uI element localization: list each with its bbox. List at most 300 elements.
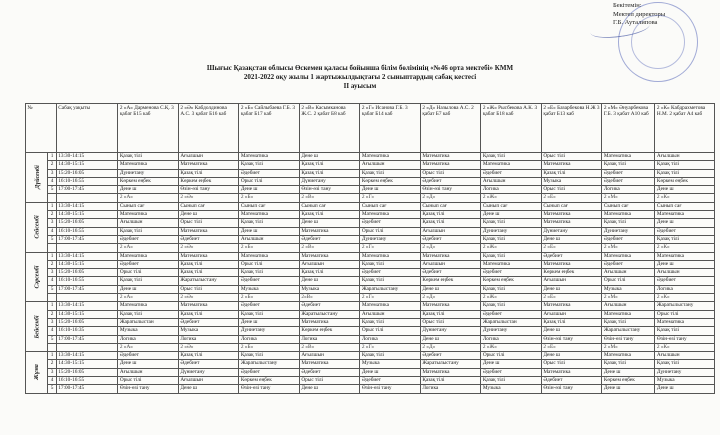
table-cell: Дүниетану xyxy=(420,327,481,335)
table-cell: 2 «Г» xyxy=(360,194,421,202)
table-cell: Әдебиет xyxy=(541,252,602,260)
table-cell: Өзін-өзі тану xyxy=(655,335,715,343)
table-cell: Әдебиет xyxy=(239,302,300,310)
table-cell: 2 «К» xyxy=(655,244,715,252)
table-cell: 2 «Г» xyxy=(360,244,421,252)
lesson-time: 14:30-15:15 xyxy=(56,360,118,368)
table-cell: Қазақ тілі xyxy=(481,285,542,293)
table-cell: 2 «Ж» xyxy=(481,343,542,351)
table-cell: Дене ш xyxy=(655,385,715,393)
table-cell: Математика xyxy=(481,260,542,268)
document-heading xyxy=(0,64,720,91)
table-cell: Ағылшын xyxy=(602,269,655,277)
lesson-time: 15:20-16:05 xyxy=(56,269,118,277)
class-label-row xyxy=(26,244,715,252)
header-class: 2 «В» Касымканова Ж.С. 2 қабат Б8 каб xyxy=(299,104,360,153)
table-cell: Математика xyxy=(299,360,360,368)
table-cell: Қазақ тілі xyxy=(420,310,481,318)
table-cell: Жаратылыстану xyxy=(420,360,481,368)
table-cell: Ағылшын xyxy=(655,269,715,277)
table-cell: Көркем еңбек xyxy=(239,377,300,385)
table-cell: Ағылшын xyxy=(541,277,602,285)
table-cell: Дүниетану xyxy=(655,368,715,376)
table-cell: Әдебиет xyxy=(420,269,481,277)
table-cell: 2 «М» xyxy=(602,194,655,202)
table-cell: Музыка xyxy=(360,360,421,368)
table-cell: Ағылшын xyxy=(420,260,481,268)
table-cell: Өзін-өзі тану xyxy=(420,186,481,194)
table-cell: Дүниетану xyxy=(481,227,542,235)
table-cell: 2 «М» xyxy=(602,343,655,351)
lesson-number: 3 xyxy=(48,169,56,177)
table-cell: Математика xyxy=(420,302,481,310)
table-cell: Музыка xyxy=(481,385,542,393)
table-row xyxy=(26,310,715,318)
day-name xyxy=(26,153,48,203)
table-cell: Ағылшын xyxy=(360,310,421,318)
table-row xyxy=(26,153,715,161)
table-cell: Қазақ тілі xyxy=(602,161,655,169)
lesson-time: 16:10-16:55 xyxy=(56,177,118,185)
lesson-time: 17:00-17:45 xyxy=(56,285,118,293)
header-class: 2 «Г» Исанова Г.Б. 3 қабат Б14 каб xyxy=(360,104,421,153)
table-row xyxy=(26,211,715,219)
table-row xyxy=(26,186,715,194)
table-cell: Әдебиет xyxy=(239,277,300,285)
table-cell: Әдебиет xyxy=(541,377,602,385)
table-cell: Ағылшын xyxy=(655,352,715,360)
table-cell: Музыка xyxy=(239,285,300,293)
table-cell: 2 «Ж» xyxy=(481,294,542,302)
table-cell: Әдебиет xyxy=(299,235,360,243)
heading-line: Шығыс Қазақстан облысы Өскемен қаласы бойынша білім бөлімінің «№46 орта мектебі» КММ xyxy=(206,64,514,72)
table-cell: Ағылшын xyxy=(118,368,179,376)
table-cell: Математика xyxy=(420,153,481,161)
table-cell: Математика xyxy=(118,302,179,310)
table-cell: Дене ш xyxy=(420,285,481,293)
table-cell: 2 «Б» xyxy=(239,194,300,202)
class-label-row xyxy=(26,294,715,302)
table-cell: Музыка xyxy=(118,327,179,335)
table-row xyxy=(26,318,715,326)
table-cell: Әдебиет xyxy=(178,235,239,243)
lesson-time: 15:20-16:05 xyxy=(56,219,118,227)
table-cell: Сынып сағ xyxy=(541,202,602,210)
table-cell: 2 «Е» xyxy=(541,343,602,351)
table-row xyxy=(26,360,715,368)
lesson-number: 3 xyxy=(48,318,56,326)
table-cell: Әдебиет xyxy=(299,302,360,310)
table-cell: Сынып сағ xyxy=(118,202,179,210)
table-cell: Қазақ тілі xyxy=(602,360,655,368)
table-cell: Математика xyxy=(602,211,655,219)
table-cell: Дене ш xyxy=(541,285,602,293)
table-cell: Қазақ тілі xyxy=(360,318,421,326)
approval-line: Бекітемін: xyxy=(613,2,642,9)
class-label-row xyxy=(26,194,715,202)
table-cell: Жаратылыстану xyxy=(299,310,360,318)
table-cell: 2 «Д» xyxy=(420,343,481,351)
table-cell: Дене ш xyxy=(178,385,239,393)
table-cell: Өзін-өзі тану xyxy=(541,385,602,393)
table-cell: Логика xyxy=(420,385,481,393)
lesson-time: 17:00-17:45 xyxy=(56,186,118,194)
table-cell: Сынып сағ xyxy=(299,202,360,210)
table-cell: Қазақ тілі xyxy=(655,235,715,243)
lesson-number: 2 xyxy=(48,211,56,219)
table-cell: Орыс тілі xyxy=(360,227,421,235)
table-cell: Математика xyxy=(541,368,602,376)
table-cell: Қазақ тілі xyxy=(118,277,179,285)
table-cell: Қазақ тілі xyxy=(420,219,481,227)
table-cell: Орыс тілі xyxy=(541,186,602,194)
approval-line: Г.Б. Ауталипова xyxy=(613,19,658,26)
table-cell: 2 «М» xyxy=(602,294,655,302)
lesson-time: 15:20-16:05 xyxy=(56,368,118,376)
table-row xyxy=(26,252,715,260)
table-cell: Әдебиет xyxy=(602,235,655,243)
table-cell: Логика xyxy=(602,186,655,194)
lesson-number: 5 xyxy=(48,285,56,293)
table-cell: Көркем еңбек xyxy=(118,177,179,185)
table-cell: Көркем еңбек xyxy=(420,277,481,285)
table-cell: Әдебиет xyxy=(602,169,655,177)
table-cell: Қазақ тілі xyxy=(602,219,655,227)
table-cell: Көркем еңбек xyxy=(655,177,715,185)
lesson-time: 16:10-16:55 xyxy=(56,277,118,285)
table-cell: Математика xyxy=(239,153,300,161)
table-cell: Математика xyxy=(602,153,655,161)
table-cell: 2 «Б» xyxy=(239,244,300,252)
table-cell: Дүниетану xyxy=(178,368,239,376)
table-cell: Әдебиет xyxy=(420,177,481,185)
lesson-number: 5 xyxy=(48,235,56,243)
lesson-number: 4 xyxy=(48,377,56,385)
table-cell: Қазақ тілі xyxy=(299,211,360,219)
table-cell: Ағылшын xyxy=(655,153,715,161)
lesson-number: 3 xyxy=(48,269,56,277)
lesson-time: 13:30-14:15 xyxy=(56,302,118,310)
table-cell: Қазақ тілі xyxy=(481,302,542,310)
table-cell: 2 «В» xyxy=(299,343,360,351)
table-cell: Сынып сағ xyxy=(655,202,715,210)
header-number: № xyxy=(26,104,57,153)
lesson-number: 5 xyxy=(48,186,56,194)
lesson-number: 1 xyxy=(48,302,56,310)
table-cell: Дене ш xyxy=(299,385,360,393)
table-cell: Қазақ тілі xyxy=(239,161,300,169)
table-cell: Дене ш xyxy=(481,360,542,368)
table-cell: Ағылшын xyxy=(299,352,360,360)
table-cell: Қазақ тілі xyxy=(360,260,421,268)
table-cell: Қазақ тілі xyxy=(541,169,602,177)
table-cell: 2 «Ә» xyxy=(178,343,239,351)
table-cell: Жаратылыстану xyxy=(178,277,239,285)
table-cell: Өзін-өзі тану xyxy=(178,186,239,194)
table-cell: Әдебиет xyxy=(602,260,655,268)
table-cell: 2 «А» xyxy=(118,343,179,351)
table-cell: Математика xyxy=(360,252,421,260)
day-name xyxy=(26,202,48,252)
table-cell: Логика xyxy=(481,335,542,343)
day-label: Бейсенбі xyxy=(34,315,41,339)
table-cell: Жаратылыстан xyxy=(118,318,179,326)
day-label: Жұма xyxy=(33,364,40,381)
table-cell: Орыс тілі xyxy=(541,360,602,368)
table-cell: Математика xyxy=(541,161,602,169)
table-cell: Дене ш xyxy=(655,219,715,227)
table-cell: Ағылшын xyxy=(239,235,300,243)
table-cell: Математика xyxy=(178,227,239,235)
table-cell: Ағылшын xyxy=(178,377,239,385)
table-cell: Орыс тілі xyxy=(602,277,655,285)
table-row xyxy=(26,169,715,177)
table-cell: Орыс тілі xyxy=(239,260,300,268)
table-cell: Дүниетану xyxy=(118,169,179,177)
table-cell: 2 «А» xyxy=(118,194,179,202)
lesson-time: 14:30-15:15 xyxy=(56,260,118,268)
table-cell: Сынып сағ xyxy=(360,202,421,210)
table-cell: Орыс тілі xyxy=(178,285,239,293)
lesson-number: 4 xyxy=(48,227,56,235)
table-cell: Қазақ тілі xyxy=(299,161,360,169)
table-cell: 2 «Б» xyxy=(239,294,300,302)
table-cell: Математика xyxy=(655,252,715,260)
header-class: 2 «К» Кабдрахметова Н.М. 2 қабат А4 каб xyxy=(655,104,715,153)
table-cell: Сынып сағ xyxy=(602,202,655,210)
table-cell: Математика xyxy=(178,302,239,310)
table-cell: Қазақ тілі xyxy=(481,219,542,227)
table-cell: Көркем еңбек xyxy=(481,277,542,285)
table-cell: 2 «М» xyxy=(602,244,655,252)
table-cell: Қазақ тілі xyxy=(239,219,300,227)
table-cell: Әдебиет xyxy=(655,277,715,285)
lesson-number: 1 xyxy=(48,252,56,260)
table-cell: Математика xyxy=(420,368,481,376)
table-cell: 2 «Е» xyxy=(541,194,602,202)
table-cell: Әдебиет xyxy=(481,310,542,318)
table-cell: Қазақ тілі xyxy=(481,235,542,243)
table-cell: Әдебиет xyxy=(178,318,239,326)
table-cell: Өзін-өзі тану xyxy=(360,385,421,393)
lesson-time: 13:30-14:15 xyxy=(56,252,118,260)
table-row xyxy=(26,368,715,376)
table-cell: 2 «Д» xyxy=(420,244,481,252)
table-cell: 2 «Д» xyxy=(420,194,481,202)
table-cell: 2 «Г» xyxy=(360,294,421,302)
table-cell: Математика xyxy=(541,302,602,310)
table-cell: Көркем еңбек xyxy=(541,269,602,277)
table-cell: Логика xyxy=(481,186,542,194)
table-cell: Математика xyxy=(602,352,655,360)
table-cell: Әдебиет xyxy=(299,368,360,376)
table-cell: Әдебиет xyxy=(481,269,542,277)
header-class: 2 «Е» Базарбекова Н.Ж 3 қабат Б13 каб xyxy=(541,104,602,153)
table-cell: Қазақ тілі xyxy=(481,153,542,161)
table-cell: Сынып сағ xyxy=(420,202,481,210)
table-cell: Дене ш xyxy=(239,318,300,326)
table-cell: 2 «К» xyxy=(655,343,715,351)
table-cell: Музыка xyxy=(299,285,360,293)
table-cell: Дене ш xyxy=(239,186,300,194)
table-cell: Математика xyxy=(541,211,602,219)
table-cell: Көркем еңбек xyxy=(602,377,655,385)
lesson-time: 16:10-16:35 xyxy=(56,327,118,335)
lesson-time xyxy=(56,194,118,202)
table-cell: Әдебиет xyxy=(360,269,421,277)
table-cell: Логика xyxy=(118,335,179,343)
lesson-number: 4 xyxy=(48,327,56,335)
table-cell: Қазақ тілі xyxy=(178,260,239,268)
table-cell: Математика xyxy=(118,211,179,219)
table-cell: Қазақ тілі xyxy=(360,277,421,285)
table-cell: Қазақ тілі xyxy=(239,269,300,277)
table-cell: Ағылшын xyxy=(602,302,655,310)
table-cell: Математика xyxy=(602,310,655,318)
table-cell: Математика xyxy=(360,153,421,161)
lesson-number: 2 xyxy=(48,260,56,268)
table-cell: Ағылшын xyxy=(118,219,179,227)
table-cell: Әдебиет xyxy=(239,368,300,376)
table-cell: Математика xyxy=(481,161,542,169)
lesson-time: 13:30-14:15 xyxy=(56,153,118,161)
table-cell: 2 «Ж» xyxy=(481,194,542,202)
table-cell: Ағылшын xyxy=(360,161,421,169)
table-cell: Математика xyxy=(360,211,421,219)
lesson-number: 4 xyxy=(48,277,56,285)
table-cell: Қазақ тілі xyxy=(178,310,239,318)
table-row xyxy=(26,269,715,277)
table-cell: Орыс тілі xyxy=(239,177,300,185)
table-cell: Математика xyxy=(239,211,300,219)
header-class: 2 «Д» Назылова А.С. 2 қабат Б7 каб xyxy=(420,104,481,153)
table-cell: Әдебиет xyxy=(118,235,179,243)
table-row xyxy=(26,335,715,343)
table-row xyxy=(26,177,715,185)
table-cell: 2 «Ә» xyxy=(178,294,239,302)
table-cell: Дене ш xyxy=(655,186,715,194)
lesson-time xyxy=(56,294,118,302)
table-cell: Орыс тілі xyxy=(118,377,179,385)
table-cell: Дене ш xyxy=(118,360,179,368)
table-cell: Әдебиет xyxy=(655,227,715,235)
lesson-time: 17:00-17:45 xyxy=(56,335,118,343)
table-cell: Математика xyxy=(299,318,360,326)
day-label: Сәрсенбі xyxy=(34,265,41,289)
table-row xyxy=(26,219,715,227)
table-cell: Дүниетану xyxy=(360,235,421,243)
table-cell: Өзін-өзі тану xyxy=(118,385,179,393)
table-cell: Орыс тілі xyxy=(118,269,179,277)
lesson-time: 15:20-16:05 xyxy=(56,318,118,326)
table-cell: 2 «К» xyxy=(655,294,715,302)
table-cell: Математика xyxy=(178,252,239,260)
table-cell: Логика xyxy=(178,335,239,343)
lesson-number: 2 xyxy=(48,360,56,368)
table-header-row xyxy=(26,104,715,153)
table-cell: Қазақ тілі xyxy=(360,352,421,360)
table-cell: Орыс тілі xyxy=(420,318,481,326)
table-row xyxy=(26,202,715,210)
table-cell: Әдебиет xyxy=(360,377,421,385)
lesson-time: 15:20-16:05 xyxy=(56,169,118,177)
table-cell: Логика xyxy=(299,335,360,343)
table-cell: Ағылшын xyxy=(420,227,481,235)
table-body xyxy=(26,153,715,394)
table-cell: Қазақ тілі xyxy=(118,153,179,161)
table-cell: 2 «К» xyxy=(655,194,715,202)
table-cell: 2 «Б» xyxy=(239,343,300,351)
table-cell: Ағылшын xyxy=(299,260,360,268)
table-cell: Әдебиет xyxy=(360,219,421,227)
table-cell: Қазақ тілі xyxy=(118,227,179,235)
table-row xyxy=(26,377,715,385)
table-cell: Логика xyxy=(360,335,421,343)
table-cell: Математика xyxy=(118,161,179,169)
table-cell: Дене ш xyxy=(299,277,360,285)
table-cell: Өзін-өзі тану xyxy=(541,335,602,343)
lesson-number xyxy=(48,294,56,302)
table-cell: Орыс тілі xyxy=(541,153,602,161)
table-cell: Өзін-өзі тану xyxy=(602,335,655,343)
header-class: 2 «Б» Сайлыбаева Г.Б. 3 қабат Б17 каб xyxy=(239,104,300,153)
table-cell: Әдебиет xyxy=(178,360,239,368)
table-cell: Математика xyxy=(299,227,360,235)
table-cell: Өзін-өзі тану xyxy=(299,186,360,194)
day-name xyxy=(26,302,48,352)
table-row xyxy=(26,277,715,285)
table-cell: Математика xyxy=(239,252,300,260)
lesson-time: 14:30-15:15 xyxy=(56,211,118,219)
table-cell: Музыка xyxy=(655,377,715,385)
header-time: Сабақ уақыты xyxy=(56,104,118,153)
lesson-time xyxy=(56,343,118,351)
table-cell: 2«В» xyxy=(299,294,360,302)
table-cell: Математика xyxy=(655,211,715,219)
table-cell: Орыс тілі xyxy=(360,327,421,335)
table-cell: Дене ш xyxy=(541,327,602,335)
lesson-number: 3 xyxy=(48,219,56,227)
table-cell: 2 «В» xyxy=(299,244,360,252)
table-cell: Қазақ тілі xyxy=(655,360,715,368)
table-cell: Дене ш xyxy=(239,227,300,235)
table-cell: Дене ш xyxy=(541,352,602,360)
table-cell: Дене ш xyxy=(299,219,360,227)
table-cell: Қазақ тілі xyxy=(360,169,421,177)
table-cell: Қазақ тілі xyxy=(481,252,542,260)
table-cell: Дене ш xyxy=(118,186,179,194)
table-cell: Математика xyxy=(420,161,481,169)
table-cell: Музыка xyxy=(541,177,602,185)
table-cell: 2 «Ә» xyxy=(178,194,239,202)
table-cell: 2 «А» xyxy=(118,244,179,252)
table-cell: Жаратылыстану xyxy=(239,360,300,368)
table-row xyxy=(26,352,715,360)
table-cell: Дүниетану xyxy=(299,177,360,185)
table-cell: Қазақ тілі xyxy=(299,269,360,277)
table-cell: Дүниетану xyxy=(602,227,655,235)
table-cell: Математика xyxy=(420,252,481,260)
day-label: Дүйсенбі xyxy=(34,165,41,190)
table-cell: Дене ш xyxy=(655,260,715,268)
lesson-number: 1 xyxy=(48,202,56,210)
table-cell: Көркем еңбек xyxy=(178,177,239,185)
table-cell: 2 «Е» xyxy=(541,244,602,252)
lesson-number: 5 xyxy=(48,335,56,343)
table-cell: Дене ш xyxy=(602,385,655,393)
lesson-number: 5 xyxy=(48,385,56,393)
table-cell: Дене ш xyxy=(178,211,239,219)
